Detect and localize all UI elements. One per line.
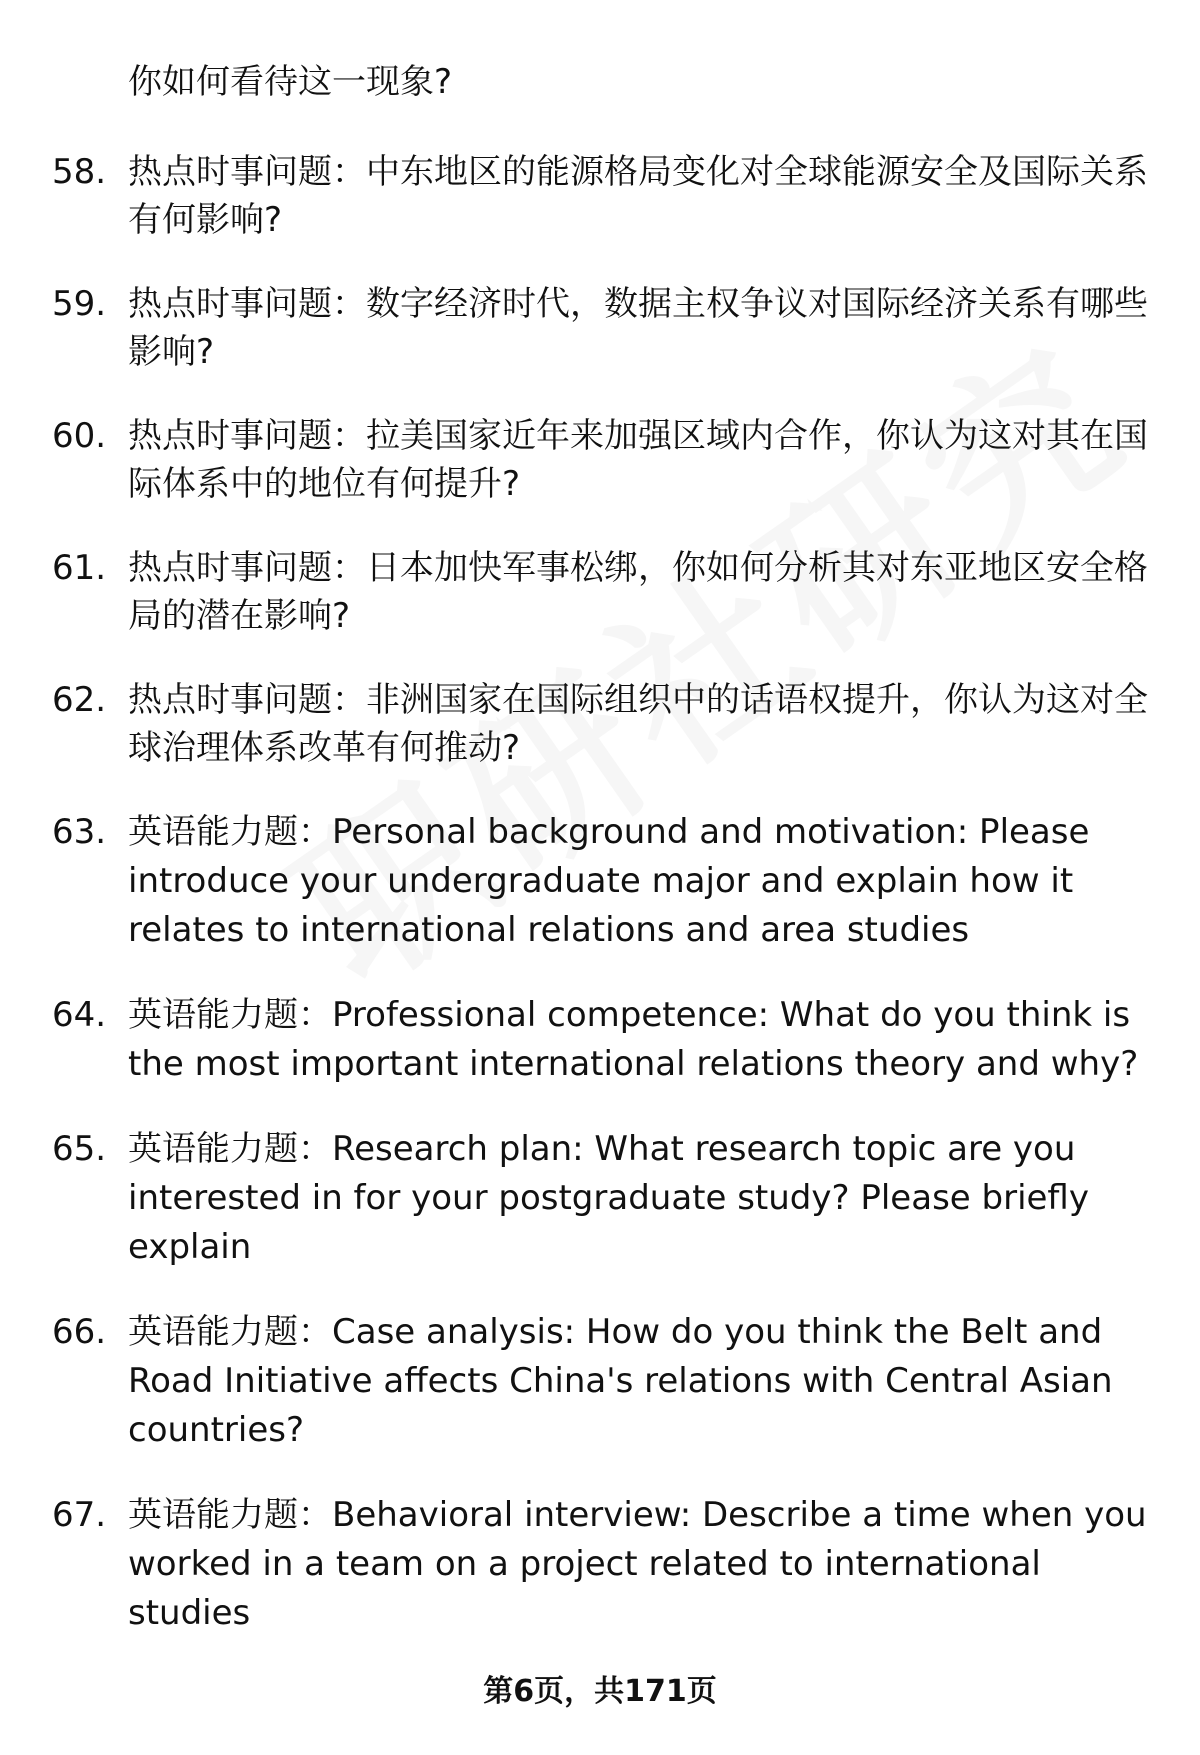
question-item [52,148,1152,244]
continuation-text: 你如何看待这一现象? [128,62,453,102]
question-number: 64. [52,995,107,1035]
question-item [52,544,1152,640]
page-footer: 第6页，共171页 [483,1674,717,1709]
question-text: 英语能力题：Personal background and motivation: Please introduce your undergraduate major and explain how it relates to international relations and area studies [128,812,1090,950]
question-text: 热点时事问题：中东地区的能源格局变化对全球能源安全及国际关系有何影响? [128,152,1148,240]
question-text: 英语能力题：Case analysis: How do you think the Belt and Road Initiative affects China's relations with Central Asian countries? [128,1312,1113,1450]
question-number: 59. [52,284,107,324]
question-number: 67. [52,1495,107,1535]
question-item [52,991,1152,1089]
question-text: 英语能力题：Professional competence: What do you think is the most important international relations theory and why? [128,995,1139,1084]
question-item [52,808,1152,955]
question-list [52,58,1152,1638]
question-text: 热点时事问题：数字经济时代，数据主权争议对国际经济关系有哪些影响? [128,284,1148,372]
question-item [52,412,1152,508]
question-text: 英语能力题：Research plan: What research topic are you interested in for your postgraduate study? Please briefly explain [128,1129,1089,1267]
question-number: 65. [52,1129,107,1169]
question-item [52,1308,1152,1455]
question-number: 61. [52,548,107,588]
question-text: 热点时事问题：日本加快军事松绑，你如何分析其对东亚地区安全格局的潜在影响? [128,548,1148,636]
question-text: 英语能力题：Behavioral interview: Describe a time when you worked in a team on a project related to international studies [128,1495,1147,1633]
question-item [52,1491,1152,1638]
question-item [52,280,1152,376]
question-text: 热点时事问题：非洲国家在国际组织中的话语权提升，你认为这对全球治理体系改革有何推动? [128,680,1148,768]
question-number: 63. [52,812,107,852]
question-number: 58. [52,152,107,192]
question-number: 62. [52,680,107,720]
question-number: 66. [52,1312,107,1352]
question-item [52,1125,1152,1272]
question-number: 60. [52,416,107,456]
question-text: 热点时事问题：拉美国家近年来加强区域内合作，你认为这对其在国际体系中的地位有何提升? [128,416,1148,504]
question-item [52,676,1152,772]
